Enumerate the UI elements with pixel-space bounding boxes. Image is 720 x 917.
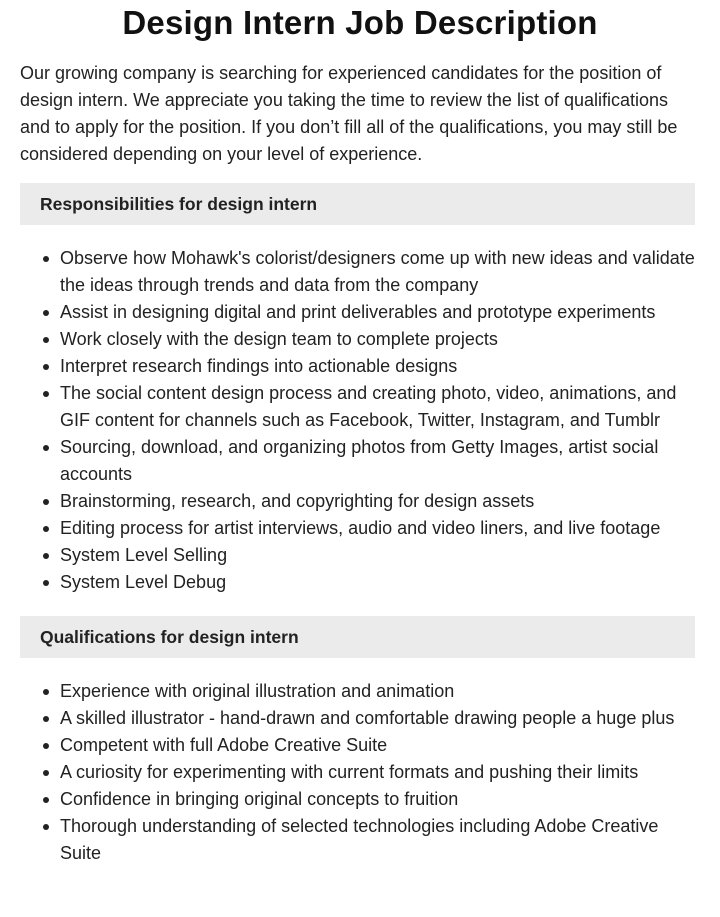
list-item: Interpret research findings into actionable designs: [60, 353, 700, 380]
list-item: Confidence in bringing original concepts to fruition: [60, 786, 700, 813]
list-item: Experience with original illustration and animation: [60, 678, 700, 705]
list-item: System Level Debug: [60, 569, 700, 596]
responsibilities-heading: Responsibilities for design intern: [20, 183, 695, 225]
list-item: Assist in designing digital and print deliverables and prototype experiments: [60, 299, 700, 326]
intro-paragraph: Our growing company is searching for experienced candidates for the position of design intern. We appreciate you taking the time to review the list of qualifications and to apply for the position. If you don’t fill all of the qualifications, you may still be considered depending on your level of experience.: [20, 63, 678, 164]
list-item: A skilled illustrator - hand-drawn and comfortable drawing people a huge plus: [60, 705, 700, 732]
list-item: The social content design process and creating photo, video, animations, and GIF content for channels such as Facebook, Twitter, Instagram, and Tumblr: [60, 380, 700, 434]
list-item: Brainstorming, research, and copyrighting for design assets: [60, 488, 700, 515]
page-title: Design Intern Job Description: [122, 4, 598, 41]
responsibilities-list: [20, 245, 700, 596]
list-item: Observe how Mohawk's colorist/designers come up with new ideas and validate the ideas through trends and data from the company: [60, 245, 700, 299]
list-item: Competent with full Adobe Creative Suite: [60, 732, 700, 759]
list-item: Editing process for artist interviews, audio and video liners, and live footage: [60, 515, 700, 542]
qualifications-heading: Qualifications for design intern: [20, 616, 695, 658]
list-item: Work closely with the design team to complete projects: [60, 326, 700, 353]
list-item: A curiosity for experimenting with current formats and pushing their limits: [60, 759, 700, 786]
list-item: System Level Selling: [60, 542, 700, 569]
qualifications-list: [20, 678, 700, 867]
list-item: Sourcing, download, and organizing photos from Getty Images, artist social accounts: [60, 434, 700, 488]
list-item: Thorough understanding of selected technologies including Adobe Creative Suite: [60, 813, 700, 867]
